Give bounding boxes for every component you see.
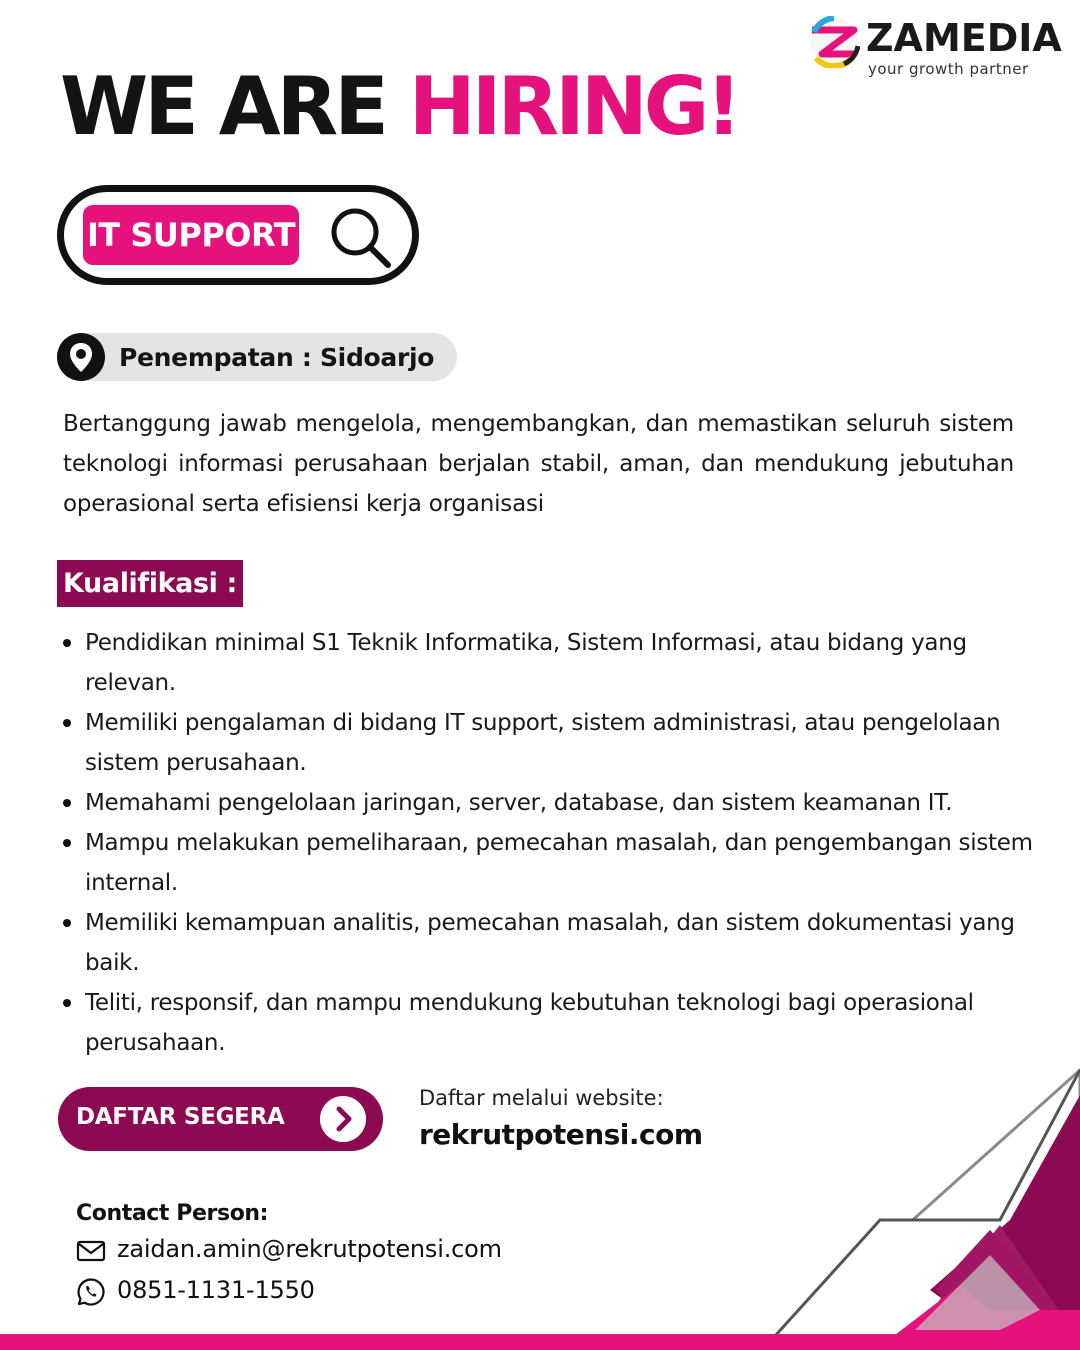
- qualification-text: Mampu melakukan pemeliharaan, pemecahan masalah, dan pengembangan sistem internal.: [85, 830, 1033, 896]
- website-note: Daftar melalui website:: [419, 1086, 664, 1110]
- list-item: [63, 823, 1043, 903]
- list-item: [63, 783, 1043, 823]
- bullet-icon: [63, 799, 71, 807]
- headline-part2: HIRING!: [408, 60, 738, 153]
- qualification-text: Pendidikan minimal S1 Teknik Informatika, Sistem Informasi, atau bidang yang relevan.: [85, 630, 967, 696]
- mail-icon: [76, 1236, 106, 1266]
- list-item: [63, 983, 1043, 1063]
- brand-name: ZAMEDIA: [866, 16, 1062, 60]
- qualification-text: Memahami pengelolaan jaringan, server, database, dan sistem keamanan IT.: [85, 790, 953, 816]
- bullet-icon: [63, 639, 71, 647]
- brand-logo: [808, 14, 1066, 78]
- search-icon: [328, 205, 394, 271]
- location-text: Penempatan : Sidoarjo: [119, 343, 435, 372]
- job-title-chip: IT SUPPORT: [83, 205, 299, 265]
- page-headline: [60, 60, 738, 153]
- list-item: [63, 903, 1043, 983]
- bullet-icon: [63, 839, 71, 847]
- job-description: Bertanggung jawab mengelola, mengembangkan, dan memastikan seluruh sistem teknologi informasi perusahaan berjalan stabil, aman, dan mendukung jebutuhan operasional serta efisiensi kerja organisasi: [63, 411, 1014, 517]
- bullet-icon: [63, 719, 71, 727]
- chevron-right-icon: [320, 1096, 366, 1142]
- qualification-text: Memiliki pengalaman di bidang IT support, sistem administrasi, atau pengelolaan sistem perusahaan.: [85, 710, 1001, 776]
- headline-part1: WE ARE: [60, 60, 385, 153]
- contact-phone[interactable]: 0851-1131-1550: [117, 1276, 315, 1304]
- bullet-icon: [63, 919, 71, 927]
- contact-email[interactable]: zaidan.amin@rekrutpotensi.com: [117, 1235, 502, 1263]
- qualification-text: Memiliki kemampuan analitis, pemecahan masalah, dan sistem dokumentasi yang baik.: [85, 910, 1015, 976]
- website-link[interactable]: rekrutpotensi.com: [419, 1118, 703, 1151]
- apply-button-label: DAFTAR SEGERA: [76, 1104, 285, 1130]
- location-badge: [57, 333, 457, 381]
- bullet-icon: [63, 999, 71, 1007]
- qualifications-heading: Kualifikasi :: [57, 560, 243, 607]
- list-item: [63, 703, 1043, 783]
- qualifications-list: [63, 623, 1043, 1063]
- qualification-text: Teliti, responsif, dan mampu mendukung kebutuhan teknologi bagi operasional perusahaan.: [85, 990, 974, 1056]
- whatsapp-icon: [76, 1277, 106, 1307]
- list-item: [63, 623, 1043, 703]
- brand-tagline: your growth partner: [868, 60, 1029, 78]
- location-pin-icon: [57, 333, 105, 381]
- job-search-box: [57, 185, 419, 285]
- logo-mark-icon: [808, 16, 860, 68]
- contact-heading: Contact Person:: [76, 1201, 269, 1226]
- apply-button[interactable]: [58, 1087, 383, 1151]
